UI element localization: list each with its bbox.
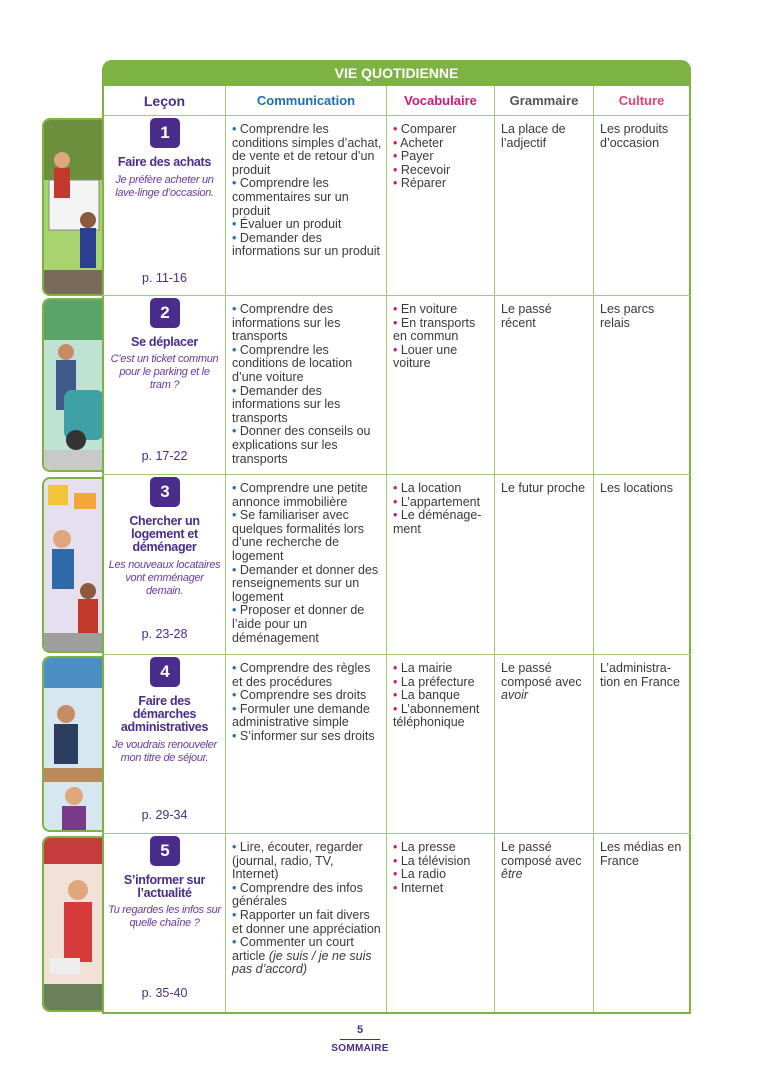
lesson-number-badge: 2 bbox=[150, 298, 180, 328]
bullet-icon: • bbox=[393, 342, 401, 357]
lesson-number-badge: 3 bbox=[150, 477, 180, 507]
culture-cell: Les produits d’occasion bbox=[594, 116, 691, 295]
communication-item: • Demander et donner des renseignements sur un logement bbox=[232, 562, 379, 604]
header-grammaire: Grammaire bbox=[495, 86, 594, 116]
bullet-icon: • bbox=[232, 342, 240, 357]
bullet-icon: • bbox=[393, 176, 401, 191]
bullet-icon: • bbox=[393, 135, 401, 150]
communication-cell bbox=[226, 296, 387, 474]
lesson-number-badge: 4 bbox=[150, 657, 180, 687]
bullet-icon: • bbox=[393, 162, 401, 177]
communication-item: • Commenter un court article bbox=[232, 935, 354, 963]
header-communication: Communication bbox=[226, 86, 387, 116]
bullet-icon: • bbox=[232, 728, 240, 743]
bullet-icon: • bbox=[232, 562, 240, 577]
grammaire-cell: Le futur proche bbox=[495, 475, 594, 654]
culture-cell: Les parcs relais bbox=[594, 296, 691, 474]
vocabulaire-item: • Le déménage-ment bbox=[393, 508, 482, 536]
bullet-icon: • bbox=[232, 424, 240, 439]
bullet-icon: • bbox=[232, 302, 240, 316]
section-title: VIE QUOTIDIENNE bbox=[102, 60, 691, 86]
bullet-icon: • bbox=[232, 701, 240, 716]
bullet-icon: • bbox=[393, 315, 401, 330]
lesson-row-4 bbox=[102, 655, 691, 834]
vocabulaire-item: • Comparer bbox=[393, 122, 457, 136]
grammaire-cell: Le passé récent bbox=[495, 296, 594, 474]
footer-label: SOMMAIRE bbox=[331, 1043, 389, 1054]
lesson-pages: p. 23-28 bbox=[141, 627, 188, 641]
vocabulaire-cell bbox=[387, 475, 495, 654]
lesson-title: Faire des démarches administratives bbox=[120, 694, 209, 734]
vocabulaire-cell bbox=[387, 655, 495, 833]
bullet-icon: • bbox=[232, 122, 240, 136]
lesson-number-badge: 1 bbox=[150, 118, 180, 148]
page-number: 5 bbox=[356, 1024, 364, 1036]
lesson-pages: p. 29-34 bbox=[141, 808, 188, 822]
lesson-subtitle: Je préfère acheter un lave-linge d’occasion. bbox=[115, 174, 214, 199]
culture-cell: Les médias en France bbox=[594, 834, 691, 1012]
communication-item: • Lire, écouter, regarder (journal, radio, TV, Internet) bbox=[232, 840, 363, 882]
vocabulaire-item: • La préfecture bbox=[393, 674, 475, 689]
bullet-icon: • bbox=[232, 217, 240, 232]
communication-cell bbox=[226, 834, 387, 1012]
illustration-housing bbox=[42, 477, 102, 653]
bullet-icon: • bbox=[393, 481, 401, 495]
bullet-icon: • bbox=[393, 122, 401, 136]
grammaire-text: Le passé composé avec bbox=[501, 840, 582, 868]
lesson-subtitle: C’est un ticket commun pour le parking et le tram ? bbox=[110, 353, 219, 391]
bullet-icon: • bbox=[232, 383, 240, 398]
header-vocabulaire: Vocabulaire bbox=[387, 86, 495, 116]
lesson-subtitle: Tu regardes les infos sur quelle chaîne ? bbox=[108, 904, 221, 929]
bullet-icon: • bbox=[393, 674, 401, 689]
lesson-cell bbox=[102, 655, 226, 833]
culture-cell: Les locations bbox=[594, 475, 691, 654]
lesson-pages: p. 11-16 bbox=[142, 271, 187, 285]
vocabulaire-item: • La mairie bbox=[393, 661, 453, 675]
bullet-icon: • bbox=[393, 701, 401, 716]
illustration-administration bbox=[42, 656, 102, 832]
lesson-pages: p. 35-40 bbox=[141, 986, 188, 1000]
lesson-row-5 bbox=[102, 834, 691, 1014]
bullet-icon: • bbox=[393, 149, 401, 164]
bullet-icon: • bbox=[232, 688, 240, 703]
lesson-title: Chercher un logement et déménager bbox=[129, 514, 200, 554]
communication-item: • Comprendre les conditions simples d’achat, de vente et de retour d’un produit bbox=[232, 122, 382, 177]
communication-cell bbox=[226, 475, 387, 654]
vocabulaire-item: • La radio bbox=[393, 867, 447, 882]
lesson-cell bbox=[102, 834, 226, 1012]
lesson-title: Faire des achats bbox=[117, 155, 212, 169]
communication-item: • Comprendre les commentaires sur un produit bbox=[232, 176, 349, 218]
header-culture: Culture bbox=[594, 86, 691, 116]
lesson-cell bbox=[102, 296, 226, 474]
communication-item: • Demander des informations sur un produit bbox=[232, 230, 380, 259]
bullet-icon: • bbox=[393, 494, 401, 509]
bullet-icon: • bbox=[232, 880, 240, 895]
vocabulaire-item: • L’appartement bbox=[393, 494, 481, 509]
grammaire-emphasis: avoir bbox=[501, 688, 529, 703]
communication-item: • Comprendre des informations sur les transports bbox=[232, 302, 341, 344]
bullet-icon: • bbox=[232, 508, 240, 523]
communication-item: • Comprendre une petite annonce immobilière bbox=[232, 481, 368, 509]
lesson-cell bbox=[102, 116, 226, 295]
grammaire-cell bbox=[495, 834, 594, 1012]
bullet-icon: • bbox=[393, 840, 401, 854]
vocabulaire-item: • La presse bbox=[393, 840, 456, 854]
grammaire-emphasis: être bbox=[501, 867, 523, 882]
bullet-icon: • bbox=[232, 481, 240, 495]
lesson-row-2 bbox=[102, 296, 691, 475]
bullet-icon: • bbox=[232, 907, 240, 922]
vocabulaire-item: • Acheter bbox=[393, 135, 444, 150]
header-lecon: Leçon bbox=[102, 86, 226, 116]
vocabulaire-item: • La location bbox=[393, 481, 462, 495]
communication-emphasis: (je suis / je ne suis pas d’accord) bbox=[232, 948, 372, 977]
vocabulaire-item: • Internet bbox=[393, 880, 444, 895]
vocabulaire-item: • L’abonnement téléphonique bbox=[393, 701, 480, 730]
bullet-icon: • bbox=[393, 688, 401, 703]
vocabulaire-item: • La banque bbox=[393, 688, 460, 703]
lesson-row-3 bbox=[102, 475, 691, 655]
communication-item: • Proposer et donner de l’aide pour un déménagement bbox=[232, 603, 365, 645]
vocabulaire-item: • La télévision bbox=[393, 853, 471, 868]
lesson-row-1 bbox=[102, 116, 691, 296]
illustration-news bbox=[42, 836, 102, 1012]
communication-item: • Formuler une demande administrative simple bbox=[232, 701, 370, 730]
vocabulaire-item: • Louer une voiture bbox=[393, 342, 458, 371]
vocabulaire-item: • En voiture bbox=[393, 302, 458, 316]
lesson-subtitle: Les nouveaux locataires vont emménager demain. bbox=[108, 559, 221, 597]
communication-item: • Comprendre les conditions de location d’une voiture bbox=[232, 342, 353, 384]
communication-cell bbox=[226, 116, 387, 295]
lesson-cell bbox=[102, 475, 226, 654]
communication-item: • Rapporter un fait divers et donner une appréciation bbox=[232, 907, 381, 936]
communication-item: • Comprendre des règles et des procédures bbox=[232, 661, 371, 689]
footer-divider bbox=[340, 1039, 380, 1040]
lesson-title: Se déplacer bbox=[131, 335, 198, 349]
bullet-icon: • bbox=[232, 603, 240, 618]
grammaire-cell: La place de l’adjectif bbox=[495, 116, 594, 295]
illustration-car bbox=[42, 298, 102, 472]
communication-item: • Donner des conseils ou explications sur les transports bbox=[232, 424, 371, 466]
bullet-icon: • bbox=[393, 302, 401, 316]
vocabulaire-cell bbox=[387, 296, 495, 474]
grammaire-text: Le passé composé avec bbox=[501, 661, 582, 689]
vocabulaire-item: • En transports en commun bbox=[393, 315, 476, 344]
communication-item: • Évaluer un produit bbox=[232, 217, 342, 232]
bullet-icon: • bbox=[232, 176, 240, 191]
communication-item: • S’informer sur ses droits bbox=[232, 728, 375, 743]
communication-item: • Comprendre des infos générales bbox=[232, 880, 363, 909]
illustration-shopping bbox=[42, 118, 102, 296]
vocabulaire-cell bbox=[387, 116, 495, 295]
bullet-icon: • bbox=[393, 853, 401, 868]
communication-item: • Demander des informations sur les transports bbox=[232, 383, 341, 425]
lesson-number-badge: 5 bbox=[150, 836, 180, 866]
bullet-icon: • bbox=[232, 840, 240, 854]
lesson-pages: p. 17-22 bbox=[141, 449, 188, 463]
communication-cell bbox=[226, 655, 387, 833]
bullet-icon: • bbox=[393, 867, 401, 882]
vocabulaire-item: • Réparer bbox=[393, 176, 447, 191]
bullet-icon: • bbox=[393, 508, 401, 523]
lesson-subtitle: Je voudrais renouveler mon titre de séjour. bbox=[112, 739, 217, 764]
bullet-icon: • bbox=[232, 661, 240, 675]
bullet-icon: • bbox=[393, 661, 401, 675]
communication-item: • Comprendre ses droits bbox=[232, 688, 367, 703]
bullet-icon: • bbox=[232, 230, 240, 245]
bullet-icon: • bbox=[393, 880, 401, 895]
vocabulaire-item: • Payer bbox=[393, 149, 434, 164]
vocabulaire-cell bbox=[387, 834, 495, 1012]
culture-cell: L’administra-tion en France bbox=[594, 655, 691, 833]
bullet-icon: • bbox=[232, 935, 240, 950]
grammaire-cell bbox=[495, 655, 594, 833]
communication-item: • Se familiariser avec quelques formalités lors d’une recherche de logement bbox=[232, 508, 365, 563]
lesson-title: S’informer sur l’actualité bbox=[123, 873, 206, 900]
vocabulaire-item: • Recevoir bbox=[393, 162, 451, 177]
